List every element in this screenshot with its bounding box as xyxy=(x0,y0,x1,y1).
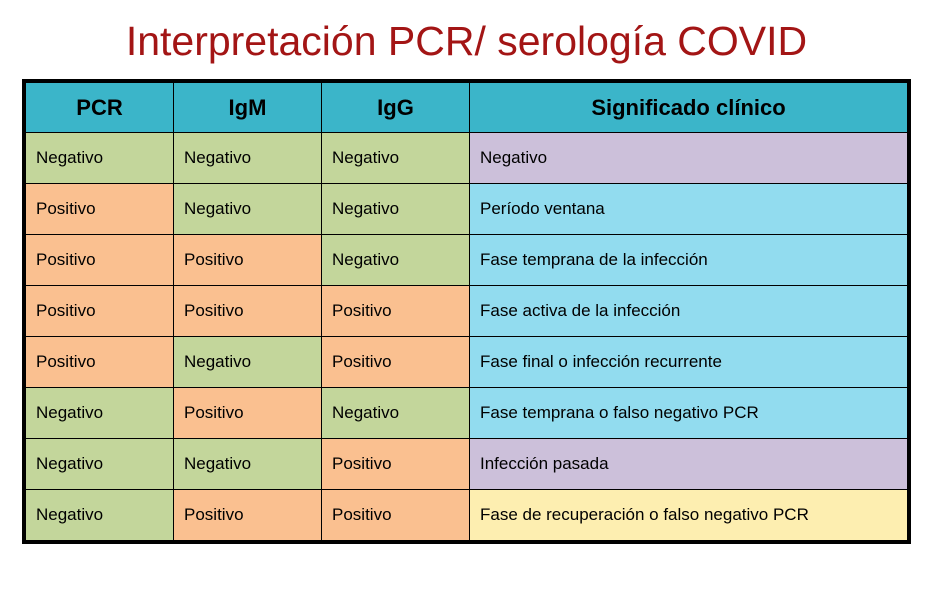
cell-igg: Negativo xyxy=(322,388,470,439)
cell-meaning: Negativo xyxy=(470,133,908,184)
table-row xyxy=(26,337,908,388)
column-header-igm: IgM xyxy=(174,83,322,133)
table-body xyxy=(26,133,908,541)
cell-igg: Positivo xyxy=(322,337,470,388)
table-row xyxy=(26,490,908,541)
cell-pcr: Positivo xyxy=(26,337,174,388)
cell-igm: Negativo xyxy=(174,133,322,184)
cell-pcr: Negativo xyxy=(26,388,174,439)
table-row xyxy=(26,286,908,337)
column-header-igg: IgG xyxy=(322,83,470,133)
header-row xyxy=(26,83,908,133)
cell-igg: Negativo xyxy=(322,235,470,286)
cell-igm: Positivo xyxy=(174,235,322,286)
cell-igg: Positivo xyxy=(322,490,470,541)
cell-meaning: Fase final o infección recurrente xyxy=(470,337,908,388)
table-row xyxy=(26,133,908,184)
table-row xyxy=(26,235,908,286)
cell-meaning: Fase temprana o falso negativo PCR xyxy=(470,388,908,439)
cell-igg: Negativo xyxy=(322,184,470,235)
cell-igg: Positivo xyxy=(322,439,470,490)
cell-igg: Negativo xyxy=(322,133,470,184)
page-title: Interpretación PCR/ serología COVID xyxy=(125,18,808,64)
cell-igg: Positivo xyxy=(322,286,470,337)
cell-meaning: Fase de recuperación o falso negativo PCR xyxy=(470,490,908,541)
cell-igm: Positivo xyxy=(174,388,322,439)
cell-pcr: Negativo xyxy=(26,439,174,490)
column-header-significado-clinico: Significado clínico xyxy=(470,83,908,133)
interpretation-table-container xyxy=(22,79,911,544)
cell-pcr: Positivo xyxy=(26,286,174,337)
cell-pcr: Positivo xyxy=(26,235,174,286)
column-header-pcr: PCR xyxy=(26,83,174,133)
cell-igm: Positivo xyxy=(174,490,322,541)
cell-pcr: Positivo xyxy=(26,184,174,235)
cell-meaning: Período ventana xyxy=(470,184,908,235)
cell-pcr: Negativo xyxy=(26,133,174,184)
interpretation-table xyxy=(25,82,908,541)
cell-igm: Negativo xyxy=(174,439,322,490)
table-row xyxy=(26,439,908,490)
table-row xyxy=(26,184,908,235)
table-header xyxy=(26,83,908,133)
cell-meaning: Infección pasada xyxy=(470,439,908,490)
cell-igm: Negativo xyxy=(174,337,322,388)
cell-pcr: Negativo xyxy=(26,490,174,541)
cell-meaning: Fase activa de la infección xyxy=(470,286,908,337)
cell-igm: Positivo xyxy=(174,286,322,337)
cell-meaning: Fase temprana de la infección xyxy=(470,235,908,286)
table-row xyxy=(26,388,908,439)
cell-igm: Negativo xyxy=(174,184,322,235)
